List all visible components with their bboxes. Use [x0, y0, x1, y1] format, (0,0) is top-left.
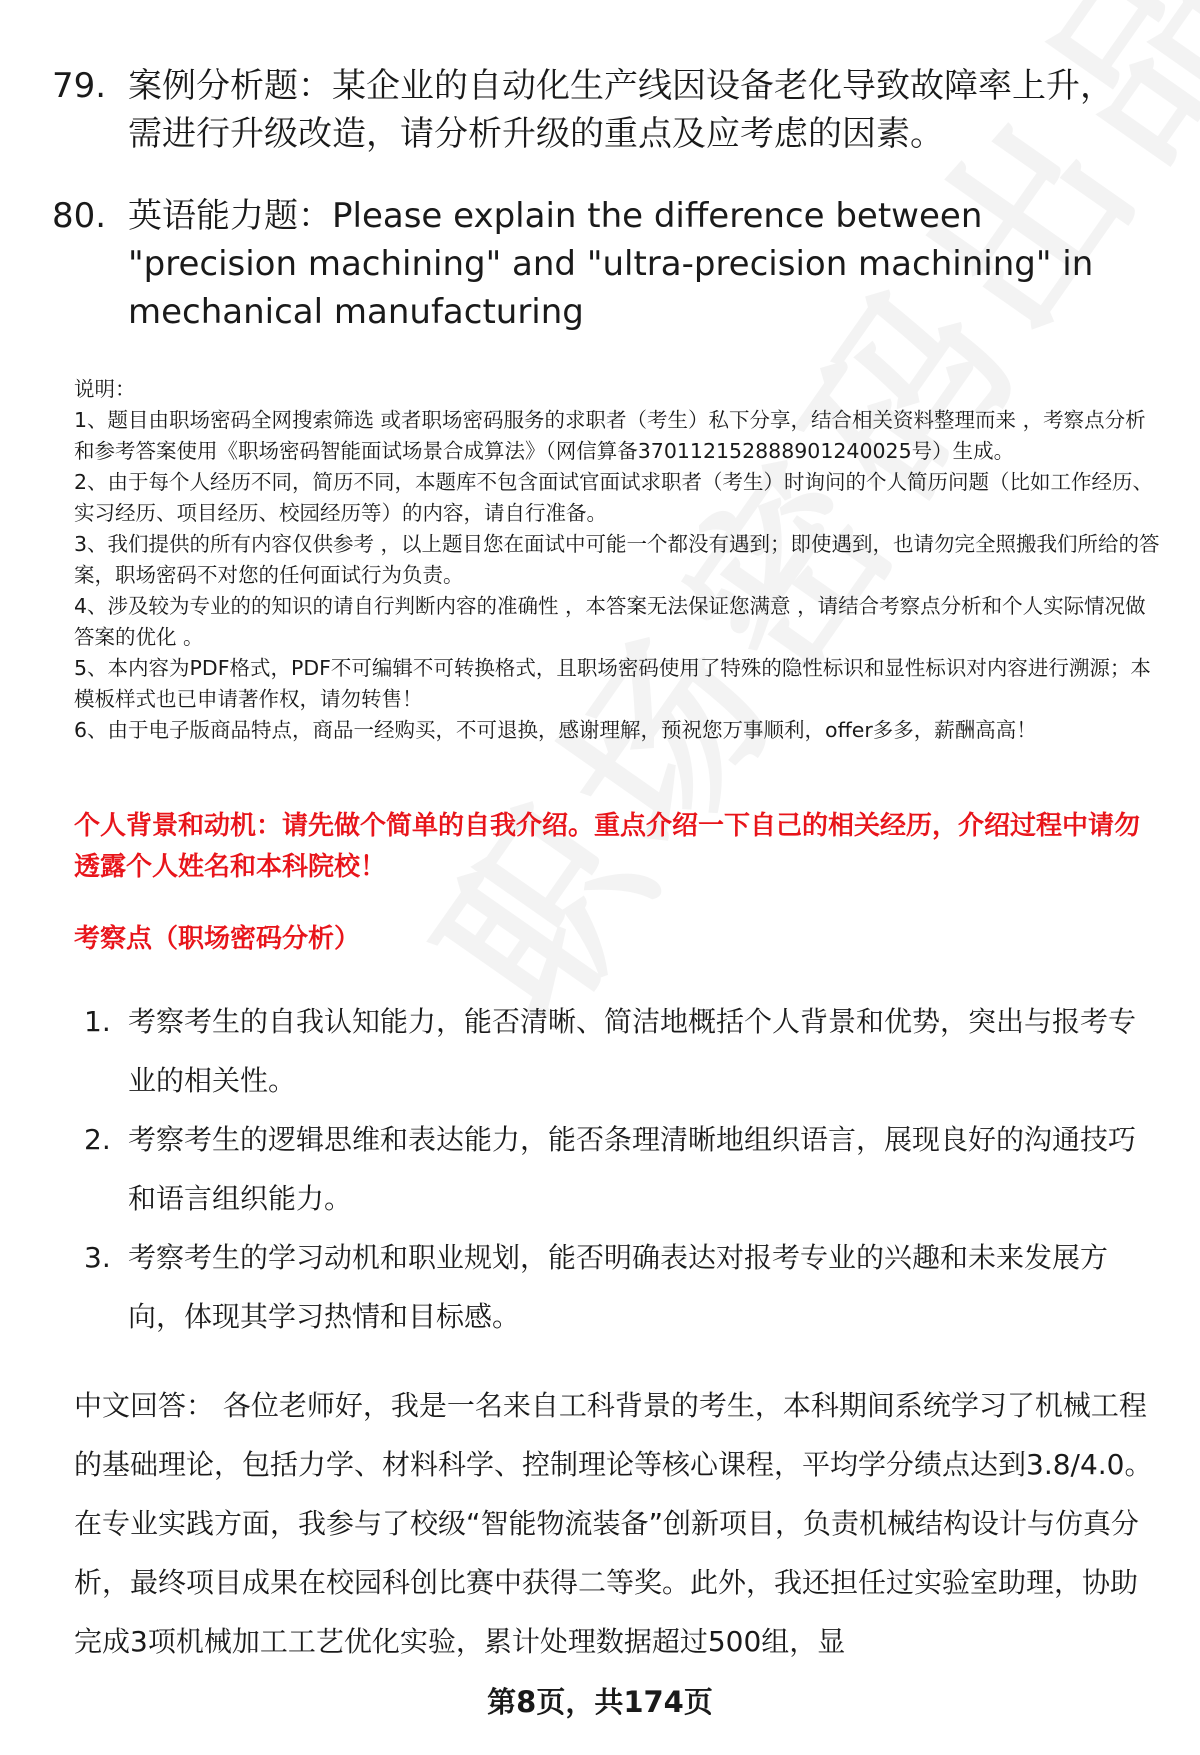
list-item-number: 1.: [84, 1005, 111, 1038]
list-item-text: 考察考生的逻辑思维和表达能力，能否条理清晰地组织语言，展现良好的沟通技巧和语言组织能力。: [128, 1123, 1137, 1215]
note-item: 3、我们提供的所有内容仅供参考 ，以上题目您在面试中可能一个都没有遇到；即使遇到，也请勿完全照搬我们所给的答案，职场密码不对您的任何面试行为负责。: [74, 532, 1160, 587]
page-number: 第8页，共174页: [487, 1685, 713, 1719]
disclaimer-notes: [74, 374, 1164, 746]
list-item: [84, 992, 1154, 1110]
list-item-number: 2.: [84, 1123, 111, 1156]
question-80: [52, 192, 1142, 336]
focus-points-list: [84, 992, 1154, 1346]
list-item-text: 考察考生的自我认知能力，能否清晰、简洁地概括个人背景和优势，突出与报考专业的相关性。: [128, 1005, 1137, 1097]
list-item-text: 考察考生的学习动机和职业规划，能否明确表达对报考专业的兴趣和未来发展方向，体现其学习热情和目标感。: [128, 1241, 1109, 1333]
question-79: [52, 62, 1142, 158]
note-item: 2、由于每个人经历不同，简历不同，本题库不包含面试官面试求职者（考生）时询问的个人简历问题（比如工作经历、实习经历、项目经历、校园经历等）的内容，请自行准备。: [74, 470, 1154, 525]
notes-title: 说明：: [74, 377, 136, 401]
list-item: [84, 1228, 1154, 1346]
question-text: 英语能力题：Please explain the difference between "precision machining" and "ultra-precision machining" in mechanical manufacturing: [128, 196, 1094, 332]
focus-points-heading: 考察点（职场密码分析）: [74, 924, 361, 954]
question-number: 79.: [52, 66, 107, 106]
question-text: 案例分析题：某企业的自动化生产线因设备老化导致故障率上升，需进行升级改造，请分析升级的重点及应考虑的因素。: [128, 66, 1114, 154]
background-question-heading: 个人背景和动机：请先做个简单的自我介绍。重点介绍一下自己的相关经历，介绍过程中请勿透露个人姓名和本科院校！: [74, 811, 1141, 882]
list-item-number: 3.: [84, 1241, 111, 1274]
note-item: 4、涉及较为专业的的知识的请自行判断内容的准确性 ，本答案无法保证您满意 ，请结合考察点分析和个人实际情况做答案的优化 。: [74, 594, 1146, 649]
question-number: 80.: [52, 196, 107, 236]
chinese-answer: 中文回答： 各位老师好，我是一名来自工科背景的考生，本科期间系统学习了机械工程的基础理论，包括力学、材料科学、控制理论等核心课程，平均学分绩点达到3.8/4.0。在专业实践方面，我参与了校级“智能物流装备”创新项目，负责机械结构设计与仿真分析，最终项目成果在校园科创比赛中获得二等奖。此外，我还担任过实验室助理，协助完成3项机械加工工艺优化实验，累计处理数据超过500组，显: [74, 1389, 1153, 1658]
list-item: [84, 1110, 1154, 1228]
note-item: 1、题目由职场密码全网搜索筛选 或者职场密码服务的求职者（考生）私下分享，结合相关资料整理而来 ，考察点分析和参考答案使用《职场密码智能面试场景合成算法》（网信算备370112152888901240025号）生成。: [74, 408, 1146, 463]
note-item: 6、由于电子版商品特点，商品一经购买，不可退换，感谢理解，预祝您万事顺利，offer多多，薪酬高高！: [74, 718, 1037, 742]
note-item: 5、本内容为PDF格式，PDF不可编辑不可转换格式，且职场密码使用了特殊的隐性标识和显性标识对内容进行溯源；本模板样式也已申请著作权，请勿转售！: [74, 656, 1151, 711]
